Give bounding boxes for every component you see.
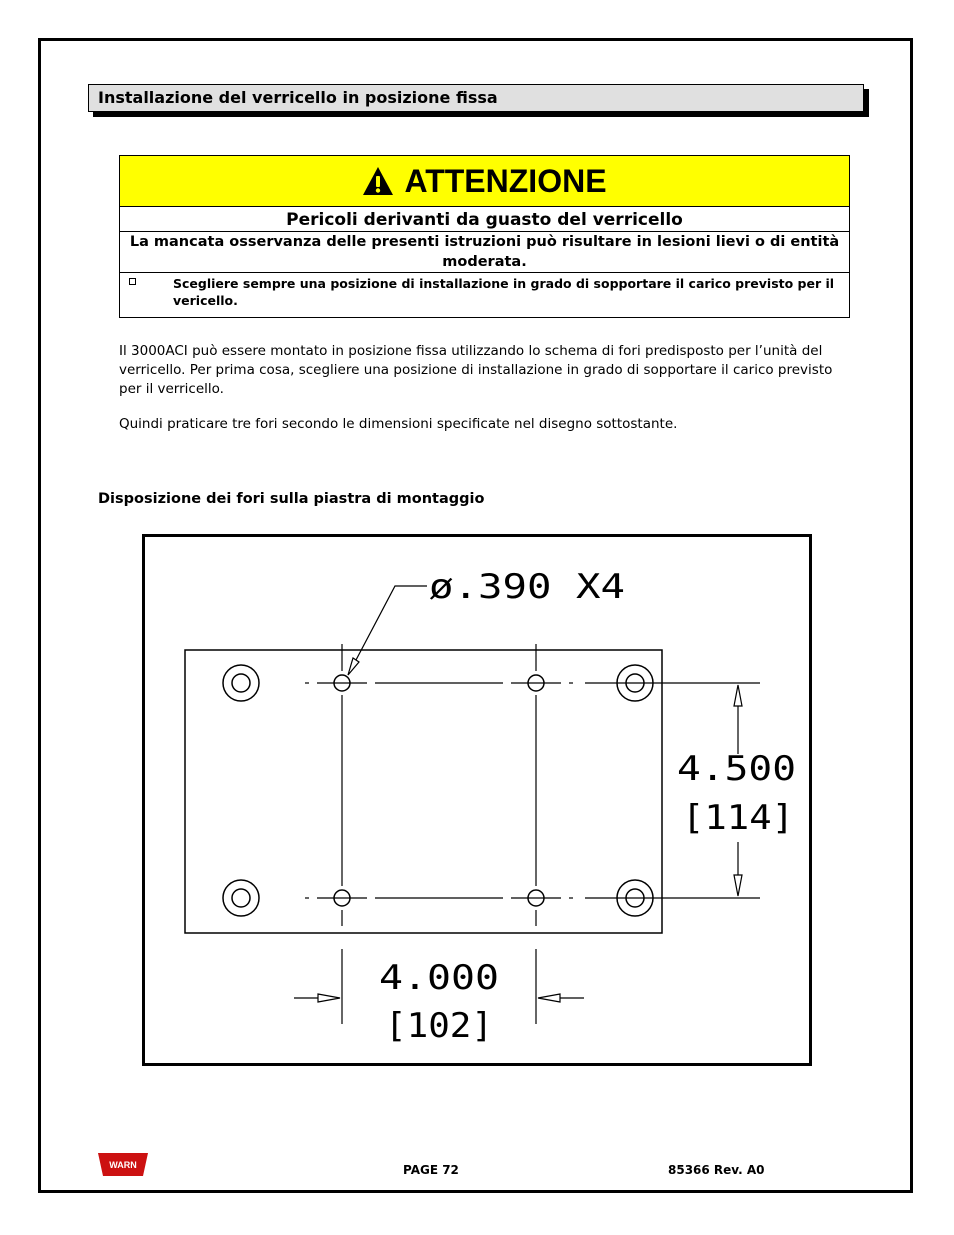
warning-consequence: La mancata osservanza delle presenti istruzioni può risultare in lesioni lievi o di entità moderata.	[120, 232, 849, 273]
horizontal-dimension-inch: 4.000	[379, 958, 499, 998]
svg-text:WARN: WARN	[109, 1160, 137, 1170]
page-number: PAGE 72	[403, 1163, 459, 1177]
hole-callout-text: ø.390 X4	[429, 567, 625, 607]
horizontal-dimension-mm: [102]	[385, 1006, 493, 1046]
warning-item-text: Scegliere sempre una posizione di installazione in grado di sopportare il carico previsto per il vericello.	[173, 276, 835, 308]
warning-box	[119, 155, 850, 318]
paragraph-intro: Il 3000ACI può essere montato in posizione fissa utilizzando lo schema di fori predisposto per l’unità del verricello. Per prima cosa, scegliere una posizione di installazione in grado di sopportare il carico previsto per il verricello.	[119, 343, 833, 397]
warning-triangle-icon	[362, 165, 394, 197]
section-title: Installazione del verricello in posizione fissa	[88, 84, 864, 112]
warning-banner	[120, 156, 849, 207]
warning-hazard: Pericoli derivanti da guasto del verricello	[120, 207, 849, 232]
mounting-hole-drawing	[142, 534, 812, 1066]
figure-caption: Disposizione dei fori sulla piastra di montaggio	[98, 491, 485, 507]
paragraph-instruction: Quindi praticare tre fori secondo le dimensioni specificate nel disegno sottostante.	[119, 416, 678, 432]
vertical-dimension-inch: 4.500	[677, 749, 796, 789]
signal-word: ATTENZIONE	[404, 162, 607, 199]
vertical-dimension-mm: [114]	[682, 798, 794, 838]
warn-logo	[98, 1152, 148, 1177]
document-revision: 85366 Rev. A0	[668, 1163, 765, 1177]
checkbox-bullet-icon	[129, 278, 136, 285]
warning-item	[120, 273, 849, 309]
